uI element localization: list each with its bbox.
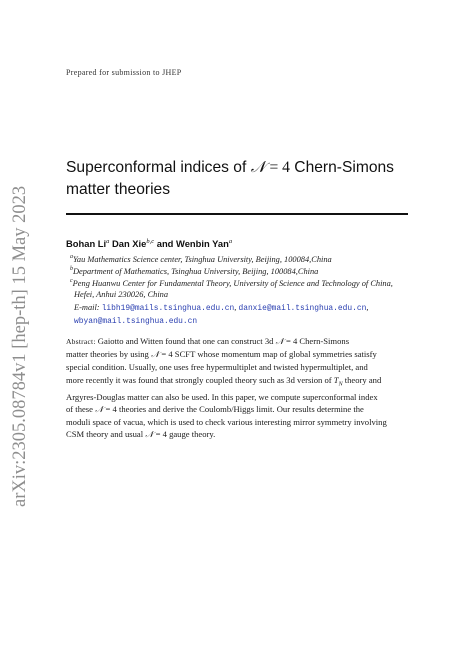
author-2-affil-mark: b,c xyxy=(146,238,155,245)
abstract-text: = 4 theories and derive the Coulomb/Higgs limit. Our results determine the xyxy=(103,403,364,414)
email-link-yan[interactable]: wbyan@mail.tsinghua.edu.cn xyxy=(74,317,198,326)
math-n-symbol: 𝒩 xyxy=(145,430,154,441)
author-3: Wenbin Yan xyxy=(176,238,229,250)
abstract-text: Argyres-Douglas matter can also be used. In this paper, we compute superconformal index xyxy=(66,391,378,402)
abstract-text: theory and xyxy=(342,374,382,385)
email-label: E-mail: xyxy=(74,303,100,312)
math-n-symbol: 𝒩 xyxy=(95,404,104,415)
affiliation-mark: c xyxy=(70,278,73,284)
affiliation-a xyxy=(70,252,410,265)
email-link-li[interactable]: libh19@mails.tsinghua.edu.cn xyxy=(101,304,235,313)
author-1-affil-mark: a xyxy=(106,238,110,245)
author-conjunction: and xyxy=(156,238,174,250)
affiliation-c xyxy=(70,276,410,300)
author-list xyxy=(66,238,232,249)
author-3-affil-mark: a xyxy=(228,238,233,245)
abstract-text: moduli space of vacua, which is used to check various interesting mirror symmetry involving xyxy=(66,416,387,427)
abstract-text: CSM theory and usual xyxy=(66,429,146,440)
title-text-end: Chern-Simons xyxy=(289,159,394,176)
author-1: Bohan Li xyxy=(66,238,107,250)
abstract-text: matter theories by using xyxy=(66,349,151,360)
affiliation-text: Department of Mathematics, Tsinghua University, Beijing, 100084,China xyxy=(73,266,319,276)
abstract-text: = 4 gauge theory. xyxy=(153,429,216,440)
title-rule xyxy=(66,213,408,215)
abstract-text: special condition. Usually, one uses free hypermultiplet and twisted hypermultiplet, and xyxy=(66,362,368,373)
abstract-heading: Abstract: xyxy=(66,337,96,346)
affiliation-text: Peng Huanwu Center for Fundamental Theory, University of Science and Technology of China, xyxy=(72,278,393,288)
email-block: E-mail: libh19@mails.tsinghua.edu.cn, danxie@mail.tsinghua.edu.cn, wbyan@mail.tsinghua.edu.cn xyxy=(74,303,369,326)
paper-title xyxy=(66,156,416,201)
journal-preparation-note: Prepared for submission to JHEP xyxy=(66,68,182,77)
abstract xyxy=(66,335,410,441)
affiliation-mark: a xyxy=(70,254,73,260)
arxiv-identifier-stamp: arXiv:2305.08784v1 [hep-th] 15 May 2023 xyxy=(10,185,30,507)
math-n-symbol: 𝒩 xyxy=(275,337,284,347)
abstract-text: = 4 Chern-Simons xyxy=(283,336,350,346)
affiliation-text: Yau Mathematics Science center, Tsinghua University, Beijing, 100084,China xyxy=(73,254,332,264)
affiliation-text-cont: Hefei, Anhui 230026, China xyxy=(74,289,169,299)
title-text-start: Superconformal indices of xyxy=(66,159,251,176)
title-line-2: matter theories xyxy=(66,181,171,198)
math-subscript-n: N xyxy=(338,381,343,388)
abstract-text: Gaiotto and Witten found that one can construct 3d xyxy=(97,336,276,346)
abstract-text: = 4 SCFT whose momentum map of global symmetries satisfy xyxy=(159,349,377,360)
math-t-symbol: T xyxy=(333,374,339,385)
abstract-text: of these xyxy=(66,403,96,414)
title-math-eq: = 4 xyxy=(265,159,290,176)
affiliation-b xyxy=(70,264,410,277)
math-n-symbol: 𝒩 xyxy=(150,350,160,361)
title-math-n: 𝒩 xyxy=(250,158,266,176)
email-link-xie[interactable]: danxie@mail.tsinghua.edu.cn xyxy=(238,304,367,313)
abstract-text: more recently it was found that strongly coupled theory such as 3d version of xyxy=(66,374,334,385)
affiliation-mark: b xyxy=(70,266,73,272)
author-2: Dan Xie xyxy=(111,238,147,250)
